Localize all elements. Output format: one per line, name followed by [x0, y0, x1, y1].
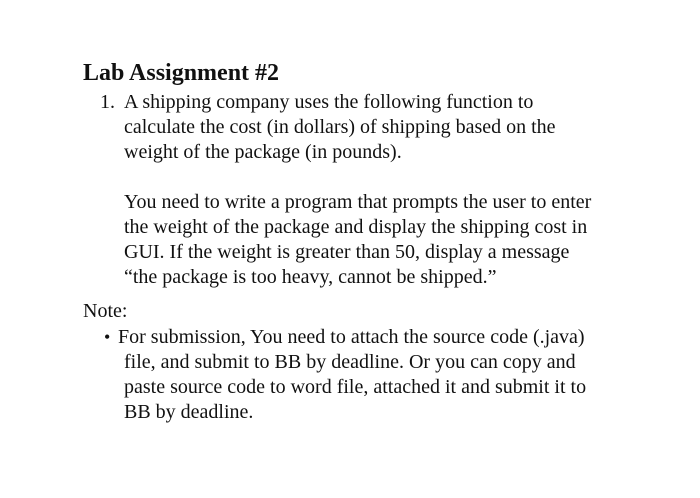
note-bullet-item	[104, 325, 644, 425]
note-label: Note:	[83, 300, 128, 322]
item-body	[124, 90, 660, 290]
bullet-icon: •	[104, 327, 111, 347]
text-line: weight of the package (in pounds).	[124, 141, 402, 163]
text-line: A shipping company uses the following function to	[124, 91, 534, 113]
numbered-item	[100, 90, 660, 290]
text-line: BB by deadline.	[124, 401, 254, 423]
text-line: file, and submit to BB by deadline. Or you can copy and	[124, 351, 576, 373]
item-number: 1.	[100, 91, 115, 113]
note-continuation	[124, 350, 644, 425]
text-line: GUI. If the weight is greater than 50, display a message	[124, 241, 570, 263]
text-line: paste source code to word file, attached it and submit it to	[124, 376, 587, 398]
page-title: Lab Assignment #2	[83, 60, 280, 86]
item-paragraph-2	[124, 190, 660, 290]
text-line: “the package is too heavy, cannot be shipped.”	[124, 266, 497, 288]
item-paragraph-1	[124, 90, 660, 165]
text-line: calculate the cost (in dollars) of shipping based on the	[124, 116, 556, 138]
text-line: the weight of the package and display the shipping cost in	[124, 216, 588, 238]
text-line: You need to write a program that prompts the user to enter	[124, 191, 592, 213]
text-line: For submission, You need to attach the source code (.java)	[118, 326, 585, 348]
